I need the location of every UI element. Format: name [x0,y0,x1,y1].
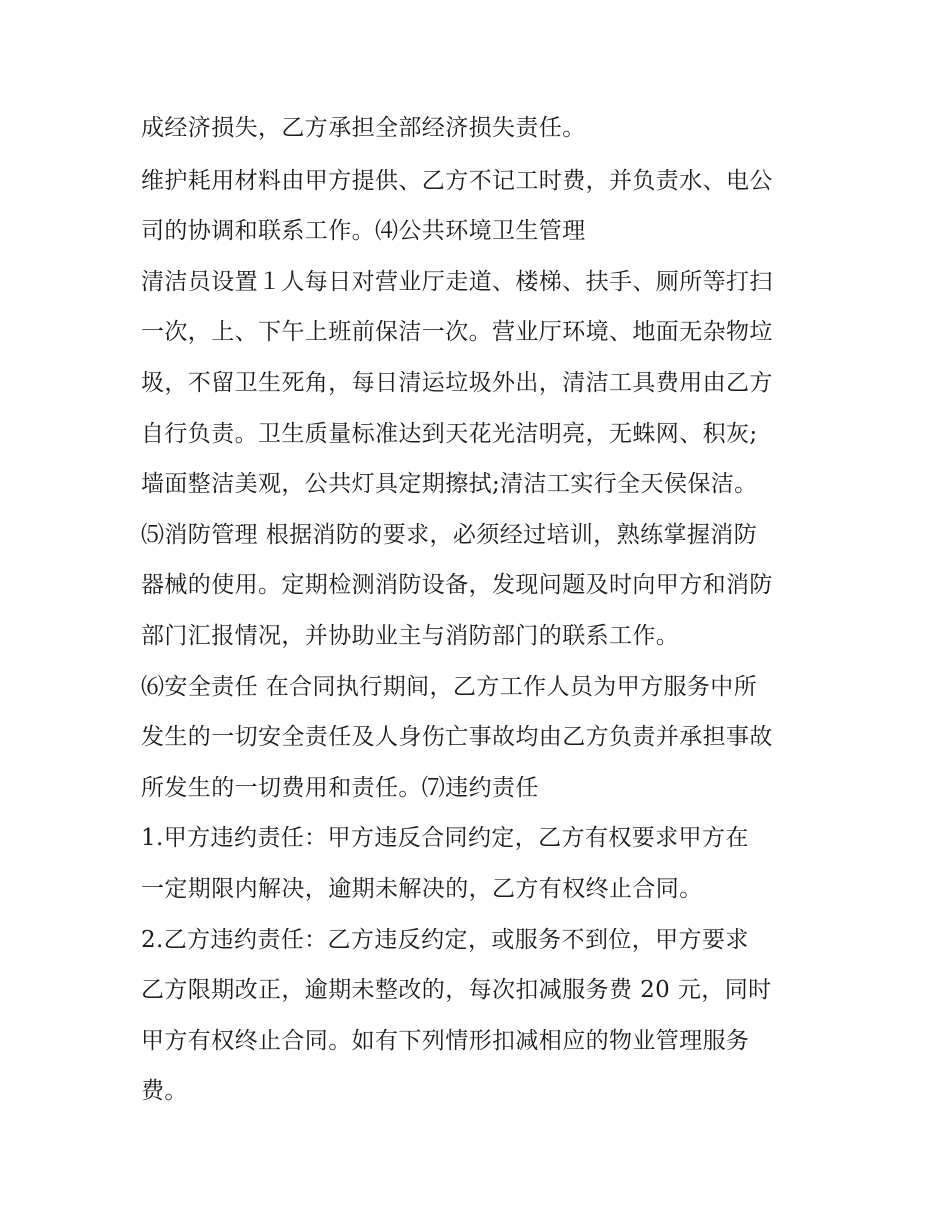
text-line: 清洁员设置１人每日对营业厅走道、楼梯、扶手、厕所等打扫 [141,269,773,295]
text-line: 墙面整洁美观，公共灯具定期擦拭;清洁工实行全天侯保洁。 [141,471,758,497]
text-line: 1.甲方违约责任：甲方违反合同约定，乙方有权要求甲方在 [141,825,749,851]
text-line: 器械的使用。定期检测消防设备，发现问题及时向甲方和消防 [141,572,773,598]
text-line: 维护耗用材料由甲方提供、乙方不记工时费，并负责水、电公 [141,168,773,194]
text-line: ⑸消防管理 根据消防的要求，必须经过培训，熟练掌握消防 [141,522,758,548]
text-line: 自行负责。卫生质量标准达到天花光洁明亮，无蛛网、积灰; [141,421,758,447]
text-line: 圾，不留卫生死角，每日清运垃圾外出，清洁工具费用由乙方 [141,370,773,396]
text-line: 费。 [141,1078,188,1104]
text-line: 一次，上、下午上班前保洁一次。营业厅环境、地面无杂物垃 [141,319,773,345]
text-line: 成经济损失，乙方承担全部经济损失责任。 [141,115,586,141]
text-line: 部门汇报情况，并协助业主与消防部门的联系工作。 [141,623,680,649]
text-line: 甲方有权终止合同。如有下列情形扣减相应的物业管理服务 [141,1028,750,1054]
text-line: 乙方限期改正，逾期未整改的，每次扣减服务费 20 元，同时 [141,977,772,1003]
text-line: 司的协调和联系工作。⑷公共环境卫生管理 [141,218,586,244]
text-line: ⑹安全责任 在合同执行期间，乙方工作人员为甲方服务中所 [141,674,758,700]
text-line: 一定期限内解决，逾期未解决的，乙方有权终止合同。 [141,876,703,902]
text-line: 所发生的一切费用和责任。⑺违约责任 [141,775,539,801]
text-line: 2.乙方违约责任：乙方违反约定，或服务不到位，甲方要求 [141,927,749,953]
text-line: 发生的一切安全责任及人身伤亡事故均由乙方负责并承担事故 [141,724,773,750]
